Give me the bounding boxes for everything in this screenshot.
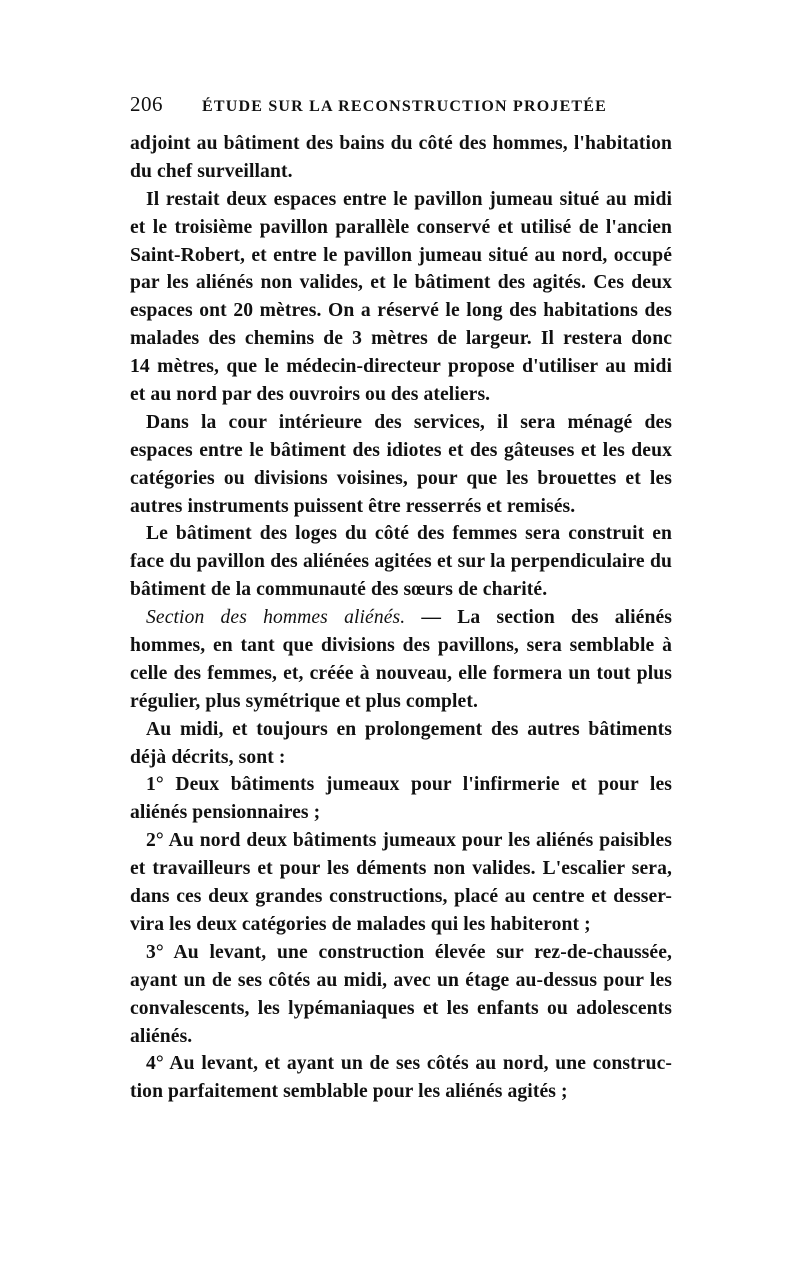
text-line: catégories ou divisions voisines, pour que les brouettes et les [130,467,672,489]
text-line: celle des femmes, et, créée à nouveau, elle formera un tout plus [130,662,672,684]
section-heading: Section des hommes aliénés. [146,607,406,629]
text-line: 2° Au nord deux bâtiments jumeaux pour les aliénés paisibles [146,830,672,852]
page-header [130,92,672,122]
body-text [130,130,672,1106]
text-line: déjà décrits, sont : [130,746,286,768]
text-line: adjoint au bâtiment des bains du côté des hommes, l'habitation [130,133,672,154]
text-line: 4° Au levant, et ayant un de ses côtés au nord, une construc- [146,1053,672,1075]
text-line: hommes, en tant que divisions des pavillons, sera semblable à [130,635,672,657]
text-line: et travailleurs et pour les déments non valides. L'escalier sera, [130,858,672,880]
text-line: malades des chemins de 3 mètres de largeur. Il restera donc [130,328,672,350]
text-line: Dans la cour intérieure des services, il sera ménagé des [146,411,672,433]
text-line: 1° Deux bâtiments jumeaux pour l'infirmerie et pour les [146,774,672,796]
text-line: espaces entre le bâtiment des idiotes et des gâteuses et les deux [130,439,672,461]
text-line: aliénés. [130,1025,193,1047]
text-line: Au midi, et toujours en prolongement des autres bâtiments [146,718,672,740]
text-line: Section des hommes aliénés. — La section des aliénés [146,607,672,629]
text-line: du chef surveillant. [130,160,293,182]
text-line: 3° Au levant, une construction élevée sur rez-de-chaussée, [146,941,672,963]
text-line: aliénés pensionnaires ; [130,802,321,824]
text-line: régulier, plus symétrique et plus complet. [130,690,478,712]
page-number: 206 [130,92,163,116]
text-line: face du pavillon des aliénées agitées et sur la perpendiculaire du [130,551,672,573]
text-line: tion parfaitement semblable pour les aliénés agités ; [130,1081,568,1103]
text-line: convalescents, les lypémaniaques et les enfants ou adolescents [130,997,672,1019]
text-line: Saint-Robert, et entre le pavillon jumeau situé au nord, occupé [130,244,672,266]
text-line: autres instruments puissent être resserrés et remisés. [130,495,576,517]
running-title: ÉTUDE SUR LA RECONSTRUCTION PROJETÉE [202,98,608,115]
text-line: Le bâtiment des loges du côté des femmes sera construit en [146,523,672,545]
text-line: bâtiment de la communauté des sœurs de charité. [130,579,548,601]
text-line: et au nord par des ouvroirs ou des ateliers. [130,384,491,406]
text-line: 14 mètres, que le médecin-directeur propose d'utiliser au midi [130,356,672,378]
text-line: dans ces deux grandes constructions, placé au centre et desser- [130,886,672,908]
text-line: vira les deux catégories de malades qui les habiteront ; [130,913,591,935]
text-line: espaces ont 20 mètres. On a réservé le long des habitations des [130,300,672,322]
book-page [130,92,672,1106]
text-line: Il restait deux espaces entre le pavillon jumeau situé au midi [146,188,672,210]
text-line: par les aliénés non valides, et le bâtiment des agités. Ces deux [130,272,672,294]
text-line: et le troisième pavillon parallèle conservé et utilisé de l'ancien [130,216,672,238]
text-line: ayant un de ses côtés au midi, avec un étage au-dessus pour les [130,969,672,991]
